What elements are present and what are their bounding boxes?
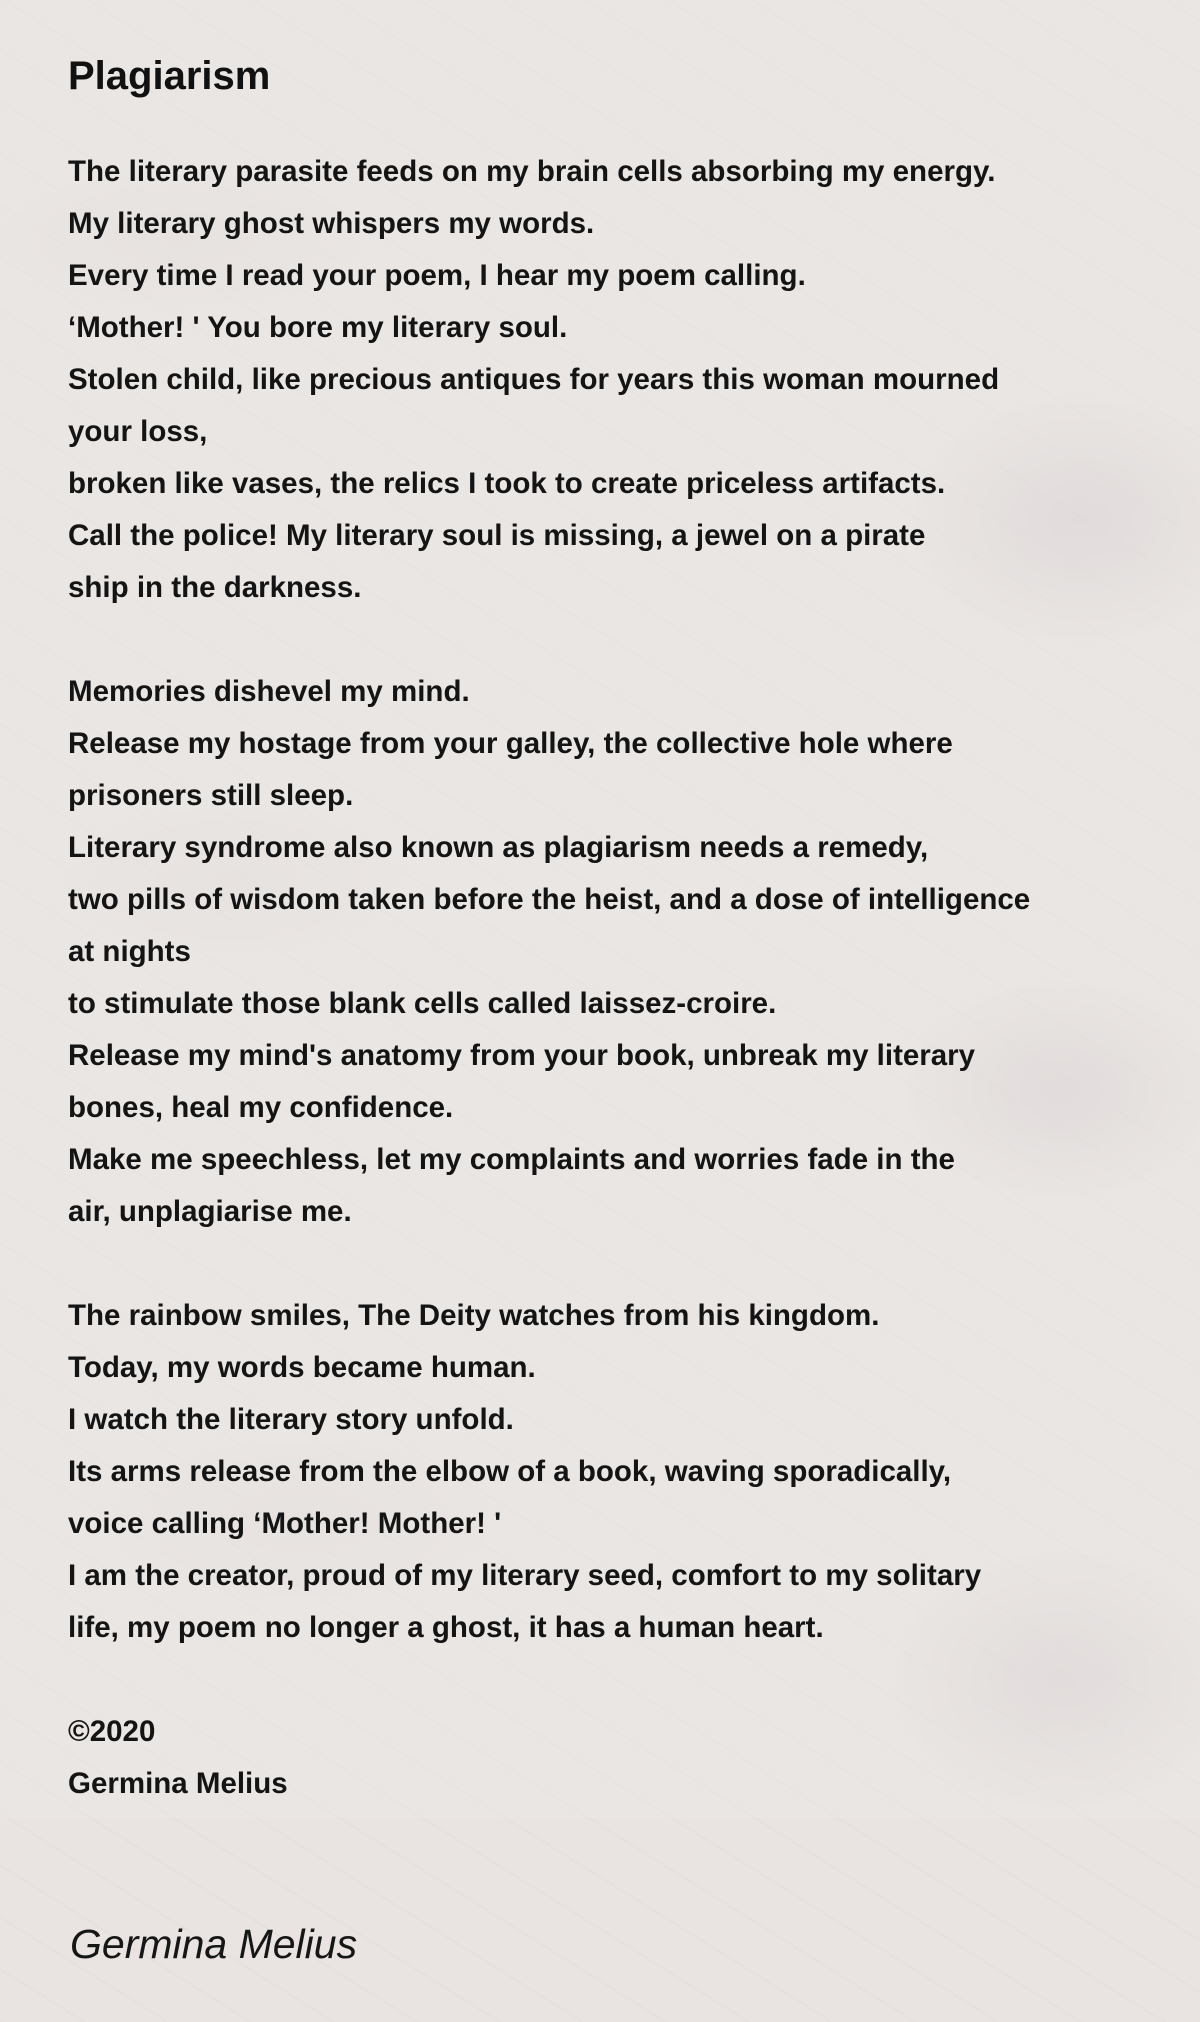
- poem-line: life, my poem no longer a ghost, it has a human heart.: [68, 1611, 824, 1644]
- stanza-3: [68, 1290, 1168, 1654]
- poem-line: air, unplagiarise me.: [68, 1195, 352, 1228]
- poem-line: two pills of wisdom taken before the heist, and a dose of intelligence: [68, 883, 1031, 916]
- poem-line: Literary syndrome also known as plagiarism needs a remedy,: [68, 831, 929, 864]
- poem-line: ‘Mother! ' You bore my literary soul.: [68, 311, 568, 344]
- poem-line: Call the police! My literary soul is missing, a jewel on a pirate: [68, 519, 926, 552]
- poem-line: I watch the literary story unfold.: [68, 1403, 514, 1436]
- poem-line: broken like vases, the relics I took to create priceless artifacts.: [68, 467, 946, 500]
- poem-line: prisoners still sleep.: [68, 779, 354, 812]
- poem-line: Every time I read your poem, I hear my poem calling.: [68, 259, 806, 292]
- poem-line: your loss,: [68, 415, 208, 448]
- copyright-year: ©2020: [68, 1715, 156, 1748]
- poem-line: I am the creator, proud of my literary seed, comfort to my solitary: [68, 1559, 982, 1592]
- stanza-2: [68, 666, 1168, 1238]
- poem-title: Plagiarism: [68, 54, 271, 98]
- poem-container: [68, 48, 1168, 1810]
- author-signature: Germina Melius: [70, 1921, 358, 1967]
- poem-line: Stolen child, like precious antiques for years this woman mourned: [68, 363, 1000, 396]
- poem-line: Its arms release from the elbow of a book, waving sporadically,: [68, 1455, 952, 1488]
- poem-line: The rainbow smiles, The Deity watches from his kingdom.: [68, 1299, 880, 1332]
- poem-line: to stimulate those blank cells called laissez-croire.: [68, 987, 777, 1020]
- stanza-1: [68, 146, 1168, 614]
- poem-line: at nights: [68, 935, 191, 968]
- poem-line: Release my mind's anatomy from your book, unbreak my literary: [68, 1039, 976, 1072]
- poem-line: bones, heal my confidence.: [68, 1091, 454, 1124]
- poem-line: voice calling ‘Mother! Mother! ': [68, 1507, 502, 1540]
- poem-line: The literary parasite feeds on my brain cells absorbing my energy.: [68, 155, 996, 188]
- poem-line: Make me speechless, let my complaints and worries fade in the: [68, 1143, 955, 1176]
- copyright-author: Germina Melius: [68, 1767, 288, 1800]
- poem-line: ship in the darkness.: [68, 571, 362, 604]
- poem-line: My literary ghost whispers my words.: [68, 207, 595, 240]
- poem-line: Memories dishevel my mind.: [68, 675, 470, 708]
- poem-line: Today, my words became human.: [68, 1351, 536, 1384]
- copyright-block: [68, 1706, 1168, 1810]
- poem-line: Release my hostage from your galley, the collective hole where: [68, 727, 953, 760]
